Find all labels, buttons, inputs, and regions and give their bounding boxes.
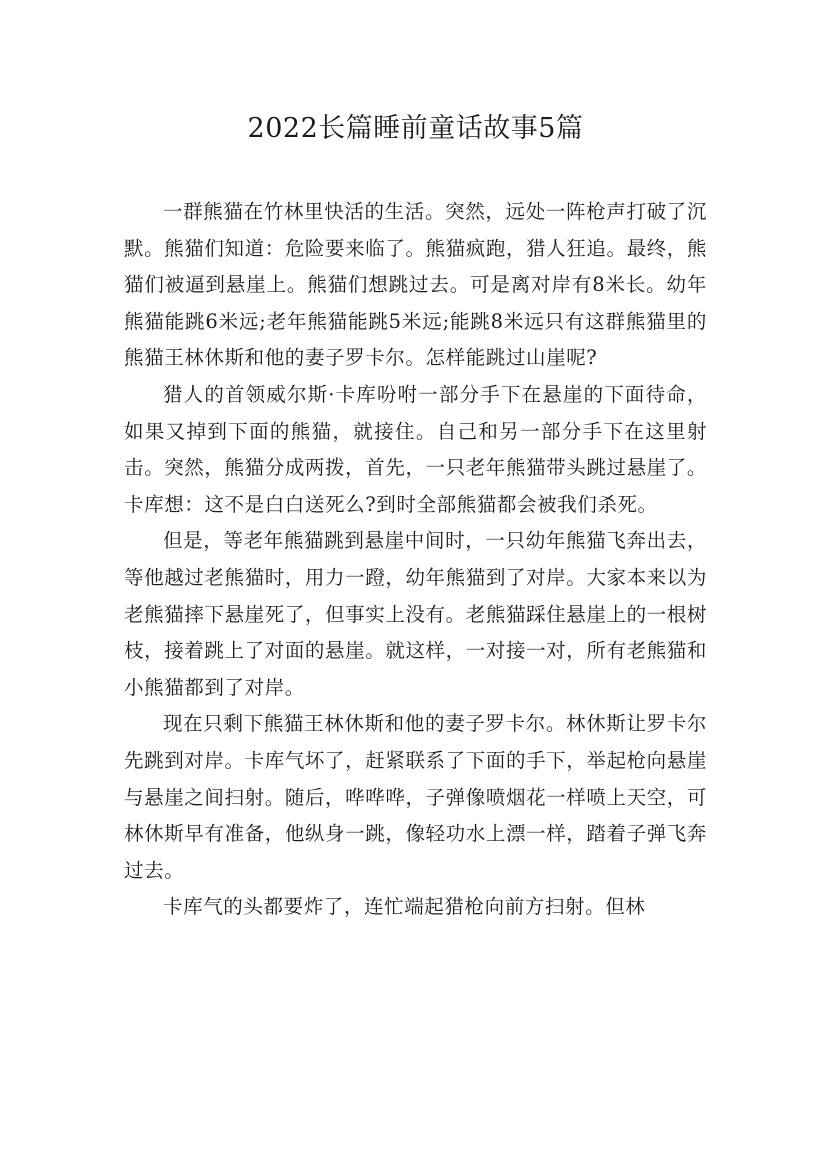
paragraph: 猎人的首领威尔斯·卡库吩咐一部分手下在悬崖的下面待命，如果又掉到下面的熊猫，就接住。自己和另一部分手下在这里射击。突然，熊猫分成两拨，首先，一只老年熊猫带头跳过悬崖了。卡库想：这不是白白送死么?到时全部熊猫都会被我们杀死。 (124, 382, 707, 516)
document-title: 2022长篇睡前童话故事5篇 (247, 113, 584, 144)
paragraph: 卡库气的头都要炸了，连忙端起猎枪向前方扫射。但林 (163, 895, 646, 919)
paragraph: 现在只剩下熊猫王林休斯和他的妻子罗卡尔。林休斯让罗卡尔先跳到对岸。卡库气坏了，赶紧联系了下面的手下，举起枪向悬崖与悬崖之间扫射。随后，哗哗哗，子弹像喷烟花一样喷上天空，可林休斯早有准备，他纵身一跳，像轻功水上漂一样，踏着子弹飞奔过去。 (124, 712, 707, 882)
paragraph: 一群熊猫在竹林里快活的生活。突然，远处一阵枪声打破了沉默。熊猫们知道：危险要来临了。熊猫疯跑，猎人狂追。最终，熊猫们被逼到悬崖上。熊猫们想跳过去。可是离对岸有8米长。幼年熊猫能跳6米远;老年熊猫能跳5米远;能跳8米远只有这群熊猫里的熊猫王林休斯和他的妻子罗卡尔。怎样能跳过山崖呢? (124, 200, 707, 370)
paragraph: 但是，等老年熊猫跳到悬崖中间时，一只幼年熊猫飞奔出去，等他越过老熊猫时，用力一蹬，幼年熊猫到了对岸。大家本来以为老熊猫摔下悬崖死了，但事实上没有。老熊猫踩住悬崖上的一根树枝，接着跳上了对面的悬崖。就这样，一对接一对，所有老熊猫和小熊猫都到了对岸。 (124, 529, 707, 699)
document-body (124, 194, 707, 926)
